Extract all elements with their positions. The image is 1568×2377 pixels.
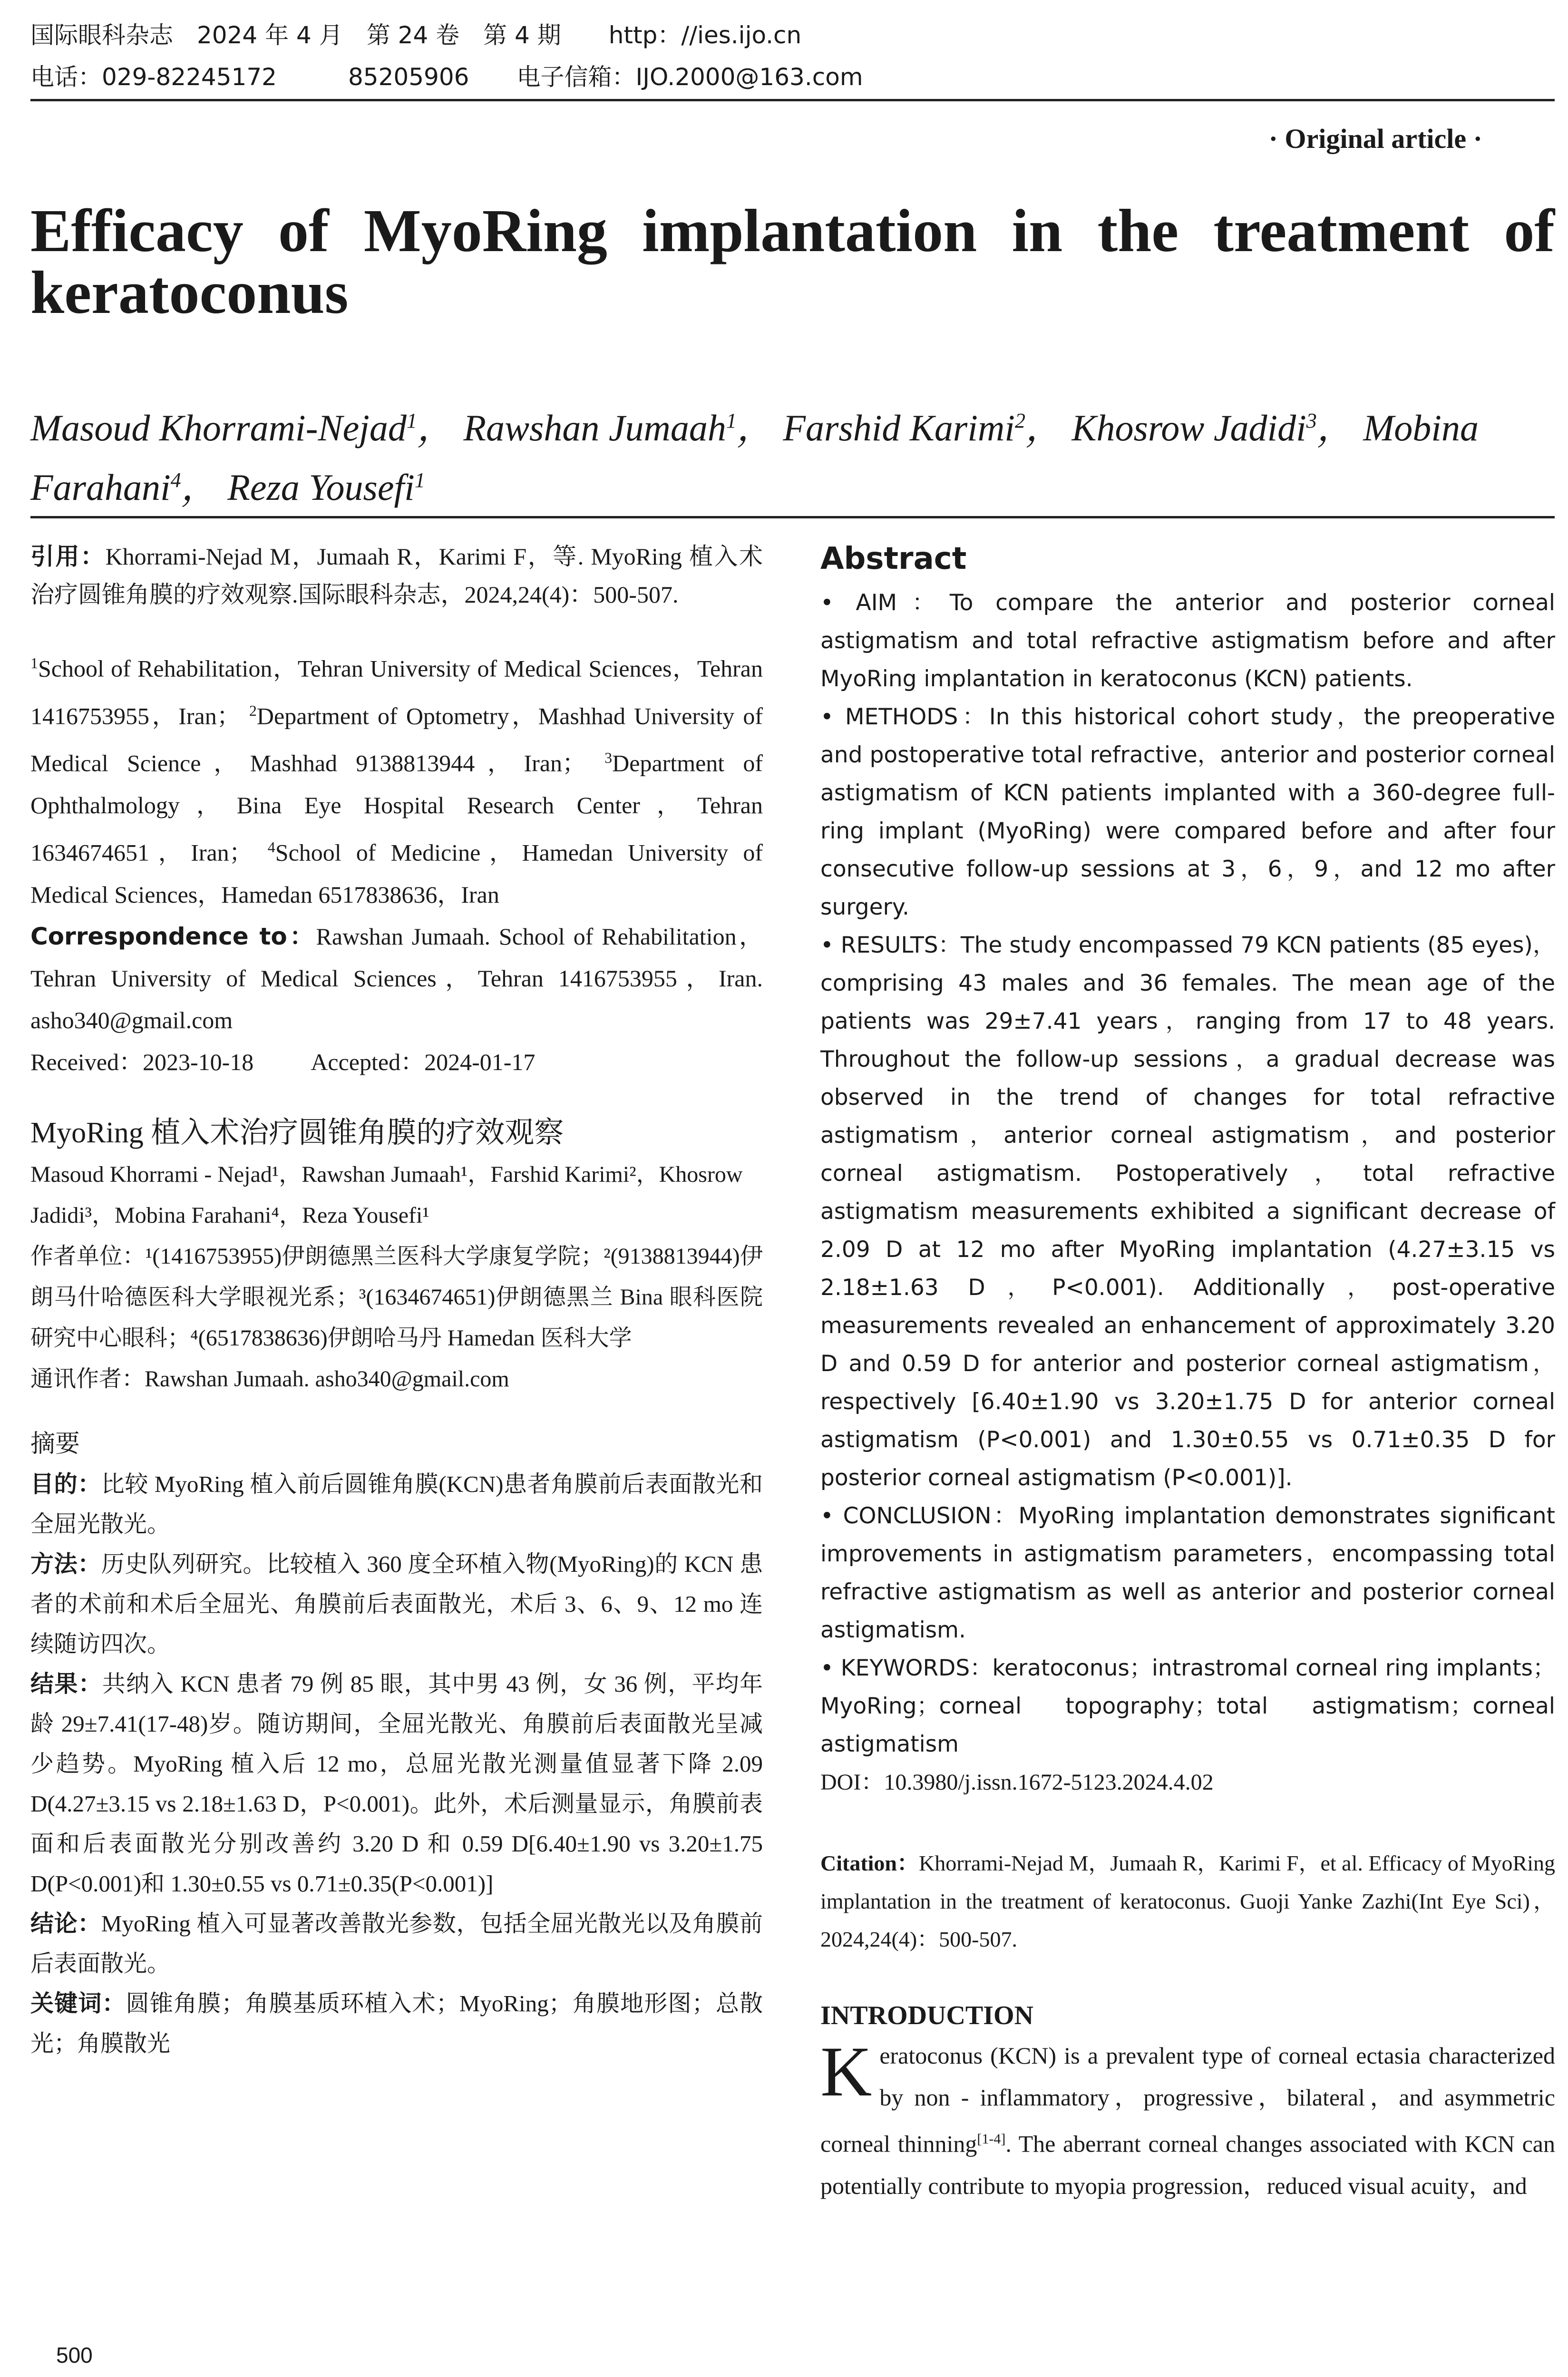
correspondence: Correspondence to：Rawshan Jumaah. School of Rehabilitation，Tehran University of Medical Sciences，Tehran 1416753955，Iran. asho340@gmail.com xyxy=(30,922,763,1033)
chinese-keywords: 关键词：圆锥角膜；角膜基质环植入术；MyoRing；角膜地形图；总散光；角膜散光 xyxy=(30,1989,763,2056)
journal-header-line-1: 国际眼科杂志 2024 年 4 月 第 24 卷 第 4 期 http：//ies.ijo.cn xyxy=(30,21,802,49)
page-number: 500 xyxy=(56,2343,93,2367)
affiliations: $^1$School of Rehabilitation，Tehran University of Medical Sciences，Tehran 1416753955，Iran； $^2$Department of Optometry，Mashhad University of Medical Science，Mashhad 9138813944，Iran； $^3$Department of Ophthalmology，Bina Eye Hospital Research Center，Tehran 1634674651，Iran； $^4$School of Medicine，Hamedan University of Medical Sciences，Hamedan 6517838636，Iran Correspondence to：Rawshan Jumaah. School of Rehabilitation，Tehran University of Medical Sciences，Tehran 1416753955，Iran. asho340@gmail.com Received：2023-10-18 Accepted：2024-01-17 xyxy=(30,642,763,1083)
introduction-paragraph: Keratoconus (KCN) is a prevalent type of corneal ectasia characterized by non - inflammatory，progressive，bilateral，and asymmetric corneal thinning[1-4]. The aberrant corneal changes associated with KCN can potentially contribute to myopia progression，reduced visual acuity，and xyxy=(820,2032,1555,2199)
chinese-citation: 引用：Khorrami-Nejad M，Jumaah R，Karimi F，等. MyoRing 植入术治疗圆锥角膜的疗效观察.国际眼科杂志，2024,24(4)：500-507. xyxy=(30,543,763,608)
abstract-heading: Abstract xyxy=(820,541,967,576)
chinese-title: MyoRing 植入术治疗圆锥角膜的疗效观察 xyxy=(30,1116,564,1149)
title-rule xyxy=(30,516,1555,518)
english-citation: Citation：Khorrami-Nejad M，Jumaah R，Karimi F，et al. Efficacy of MyoRing implantation in the treatment of keratoconus. Guoji Yanke Zazhi(Int Eye Sci)，2024,24(4)：500-507. xyxy=(820,1851,1556,1951)
chinese-authors: Masoud Khorrami - Nejad¹，Rawshan Jumaah¹，Farshid Karimi²，Khosrow Jadidi³，Mobina Farahani⁴，Reza Yousefi¹ xyxy=(30,1161,743,1228)
abstract-results: • RESULTS：The study encompassed 79 KCN patients (85 eyes)，comprising 43 males and 36 females. The mean age of the patients was 29±7.41 years，ranging from 17 to 48 years. Throughout the follow-up sessions，a gradual decrease was observed in the trend of changes for total refractive astigmatism，anterior corneal astigmatism，and posterior corneal astigmatism. Postoperatively，total refractive astigmatism measurements exhibited a significant decrease of 2.09 D at 12 mo after MyoRing implantation (4.27±3.15 vs 2.18±1.63 D，P<0.001). Additionally，post-operative measurements revealed an enhancement of approximately 3.20 D and 0.59 D for anterior and posterior corneal astigmatism，respectively [6.40±1.90 vs 3.20±1.75 D for anterior corneal astigmatism (P<0.001) and 1.30±0.55 vs 0.71±0.35 D for posterior corneal astigmatism (P<0.001)]. xyxy=(820,932,1555,1491)
chinese-correspondence: 通讯作者：Rawshan Jumaah. asho340@gmail.com xyxy=(30,1366,509,1392)
author: Khosrow Jadidi$^3$， xyxy=(1071,407,1354,448)
chinese-abstract-heading: 摘要 xyxy=(30,1429,80,1458)
abstract-methods: • METHODS：In this historical cohort study，the preoperative and postoperative total refractive，anterior and posterior corneal astigmatism of KCN patients implanted with a 360-degree full-ring implant (MyoRing) were compared before and after four consecutive follow-up sessions at 3，6，9，and 12 mo after surgery. xyxy=(820,704,1555,920)
author: Mobina Farahani$^4$， xyxy=(30,407,1479,508)
article-title: Efficacy of MyoRing implantation in the treatment of keratoconus xyxy=(30,197,1555,326)
journal-header-line-2: 电话：029-82245172 85205906 电子信箱：IJO.2000@163.com xyxy=(30,63,863,91)
author: Masoud Khorrami-Nejad$^1$， xyxy=(30,407,454,448)
chinese-results: 结果：共纳入 KCN 患者 79 例 85 眼，其中男 43 例，女 36 例，平均年龄 29±7.41(17-48)岁。随访期间，全屈光散光、角膜前后表面散光呈减少趋势。MyoRing 植入后 12 mo，总屈光散光测量值显著下降 2.09 D(4.27±3.15 vs 2.18±1.63 D，P<0.001)。此外，术后测量显示，角膜前表面和后表面散光分别改善约 3.20 D 和 0.59 D[6.40±1.90 vs 3.20±1.75 D(P<0.001)和 1.30±0.55 vs 0.71±0.35(P<0.001)] xyxy=(30,1670,763,1897)
chinese-purpose: 目的：比较 MyoRing 植入前后圆锥角膜(KCN)患者角膜前后表面散光和全屈光散光。 xyxy=(30,1470,763,1537)
drop-cap: K xyxy=(820,2032,872,2111)
author-list xyxy=(30,395,1555,514)
author: Farshid Karimi$^2$， xyxy=(783,407,1062,448)
dates: Received：2023-10-18 Accepted：2024-01-17 xyxy=(30,1048,536,1075)
right-column xyxy=(820,537,1555,2207)
chinese-conclusion: 结论：MyoRing 植入可显著改善散光参数，包括全屈光散光以及角膜前后表面散光。 xyxy=(30,1909,763,1977)
author: Rawshan Jumaah$^1$， xyxy=(463,407,774,448)
abstract-keywords: • KEYWORDS：keratoconus；intrastromal corneal ring implants；MyoRing；corneal topography；total astigmatism；corneal astigmatism xyxy=(820,1655,1555,1757)
introduction-heading: INTRODUCTION xyxy=(820,2001,1034,2030)
doi: DOI：10.3980/j.issn.1672-5123.2024.4.02 xyxy=(820,1770,1214,1795)
author: Reza Yousefi$^1$ xyxy=(227,467,425,508)
header-rule xyxy=(30,99,1555,101)
abstract-conclusion: • CONCLUSION：MyoRing implantation demonstrates significant improvements in astigmatism parameters，encompassing total refractive astigmatism as well as anterior and posterior corneal astigmatism. xyxy=(820,1503,1555,1643)
abstract-aim: • AIM：To compare the anterior and posterior corneal astigmatism and total refractive astigmatism before and after MyoRing implantation in keratoconus (KCN) patients. xyxy=(820,590,1555,692)
chinese-methods: 方法：历史队列研究。比较植入 360 度全环植入物(MyoRing)的 KCN 患者的术前和术后全屈光、角膜前后表面散光，术后 3、6、9、12 mo 连续随访四次。 xyxy=(30,1550,763,1657)
left-column xyxy=(30,537,763,2064)
chinese-affiliations: 作者单位：¹(1416753955)伊朗德黑兰医科大学康复学院；²(9138813944)伊朗马什哈德医科大学眼视光系；³(1634674651)伊朗德黑兰 Bina 眼科医院研究中心眼科；⁴(6517838636)伊朗哈马丹 Hamedan 医科大学 xyxy=(30,1243,763,1351)
section-tag: · Original article · xyxy=(1268,123,1482,154)
